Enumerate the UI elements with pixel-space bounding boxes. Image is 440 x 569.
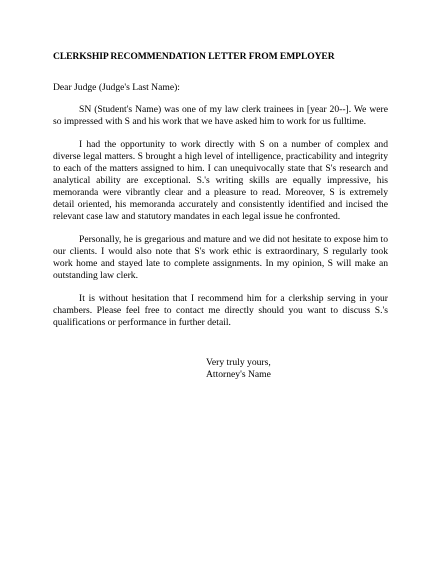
paragraph-intro: SN (Student's Name) was one of my law clerk trainees in [year 20--]. We were so impressed with S and his work that we have asked him to work for us fulltime. (53, 104, 388, 127)
closing-block (206, 357, 271, 381)
closing-phrase: Very truly yours, (206, 357, 271, 368)
paragraph-skills: I had the opportunity to work directly with S on a number of complex and diverse legal matters. S brought a high level of intelligence, practicability and integrity to each of the matters assigned to him. I can unequivocally state that S's research and analytical ability are exceptional. S.'s writing skills are equally impressive, his memoranda were vibrantly clear and a pleasure to read. Moreover, S is extremely detail oriented, his memoranda accurately and consistently identified and incised the relevant case law and statutory mandates in each legal issue he confronted. (53, 139, 388, 222)
paragraph-recommendation: It is without hesitation that I recommend him for a clerkship serving in your chambers. Please feel free to contact me directly should you want to discuss S.'s qualifications or performance in further detail. (53, 293, 388, 328)
salutation: Dear Judge (Judge's Last Name): (53, 82, 180, 93)
signature-name: Attorney's Name (206, 369, 271, 380)
letter-body (53, 104, 388, 340)
letter-title: CLERKSHIP RECOMMENDATION LETTER FROM EMPLOYER (53, 51, 335, 62)
paragraph-personal: Personally, he is gregarious and mature and we did not hesitate to expose him to our clients. I would also note that S's work ethic is extraordinary, S regularly took work home and stayed late to complete assignments. In my opinion, S will make an outstanding law clerk. (53, 234, 388, 281)
